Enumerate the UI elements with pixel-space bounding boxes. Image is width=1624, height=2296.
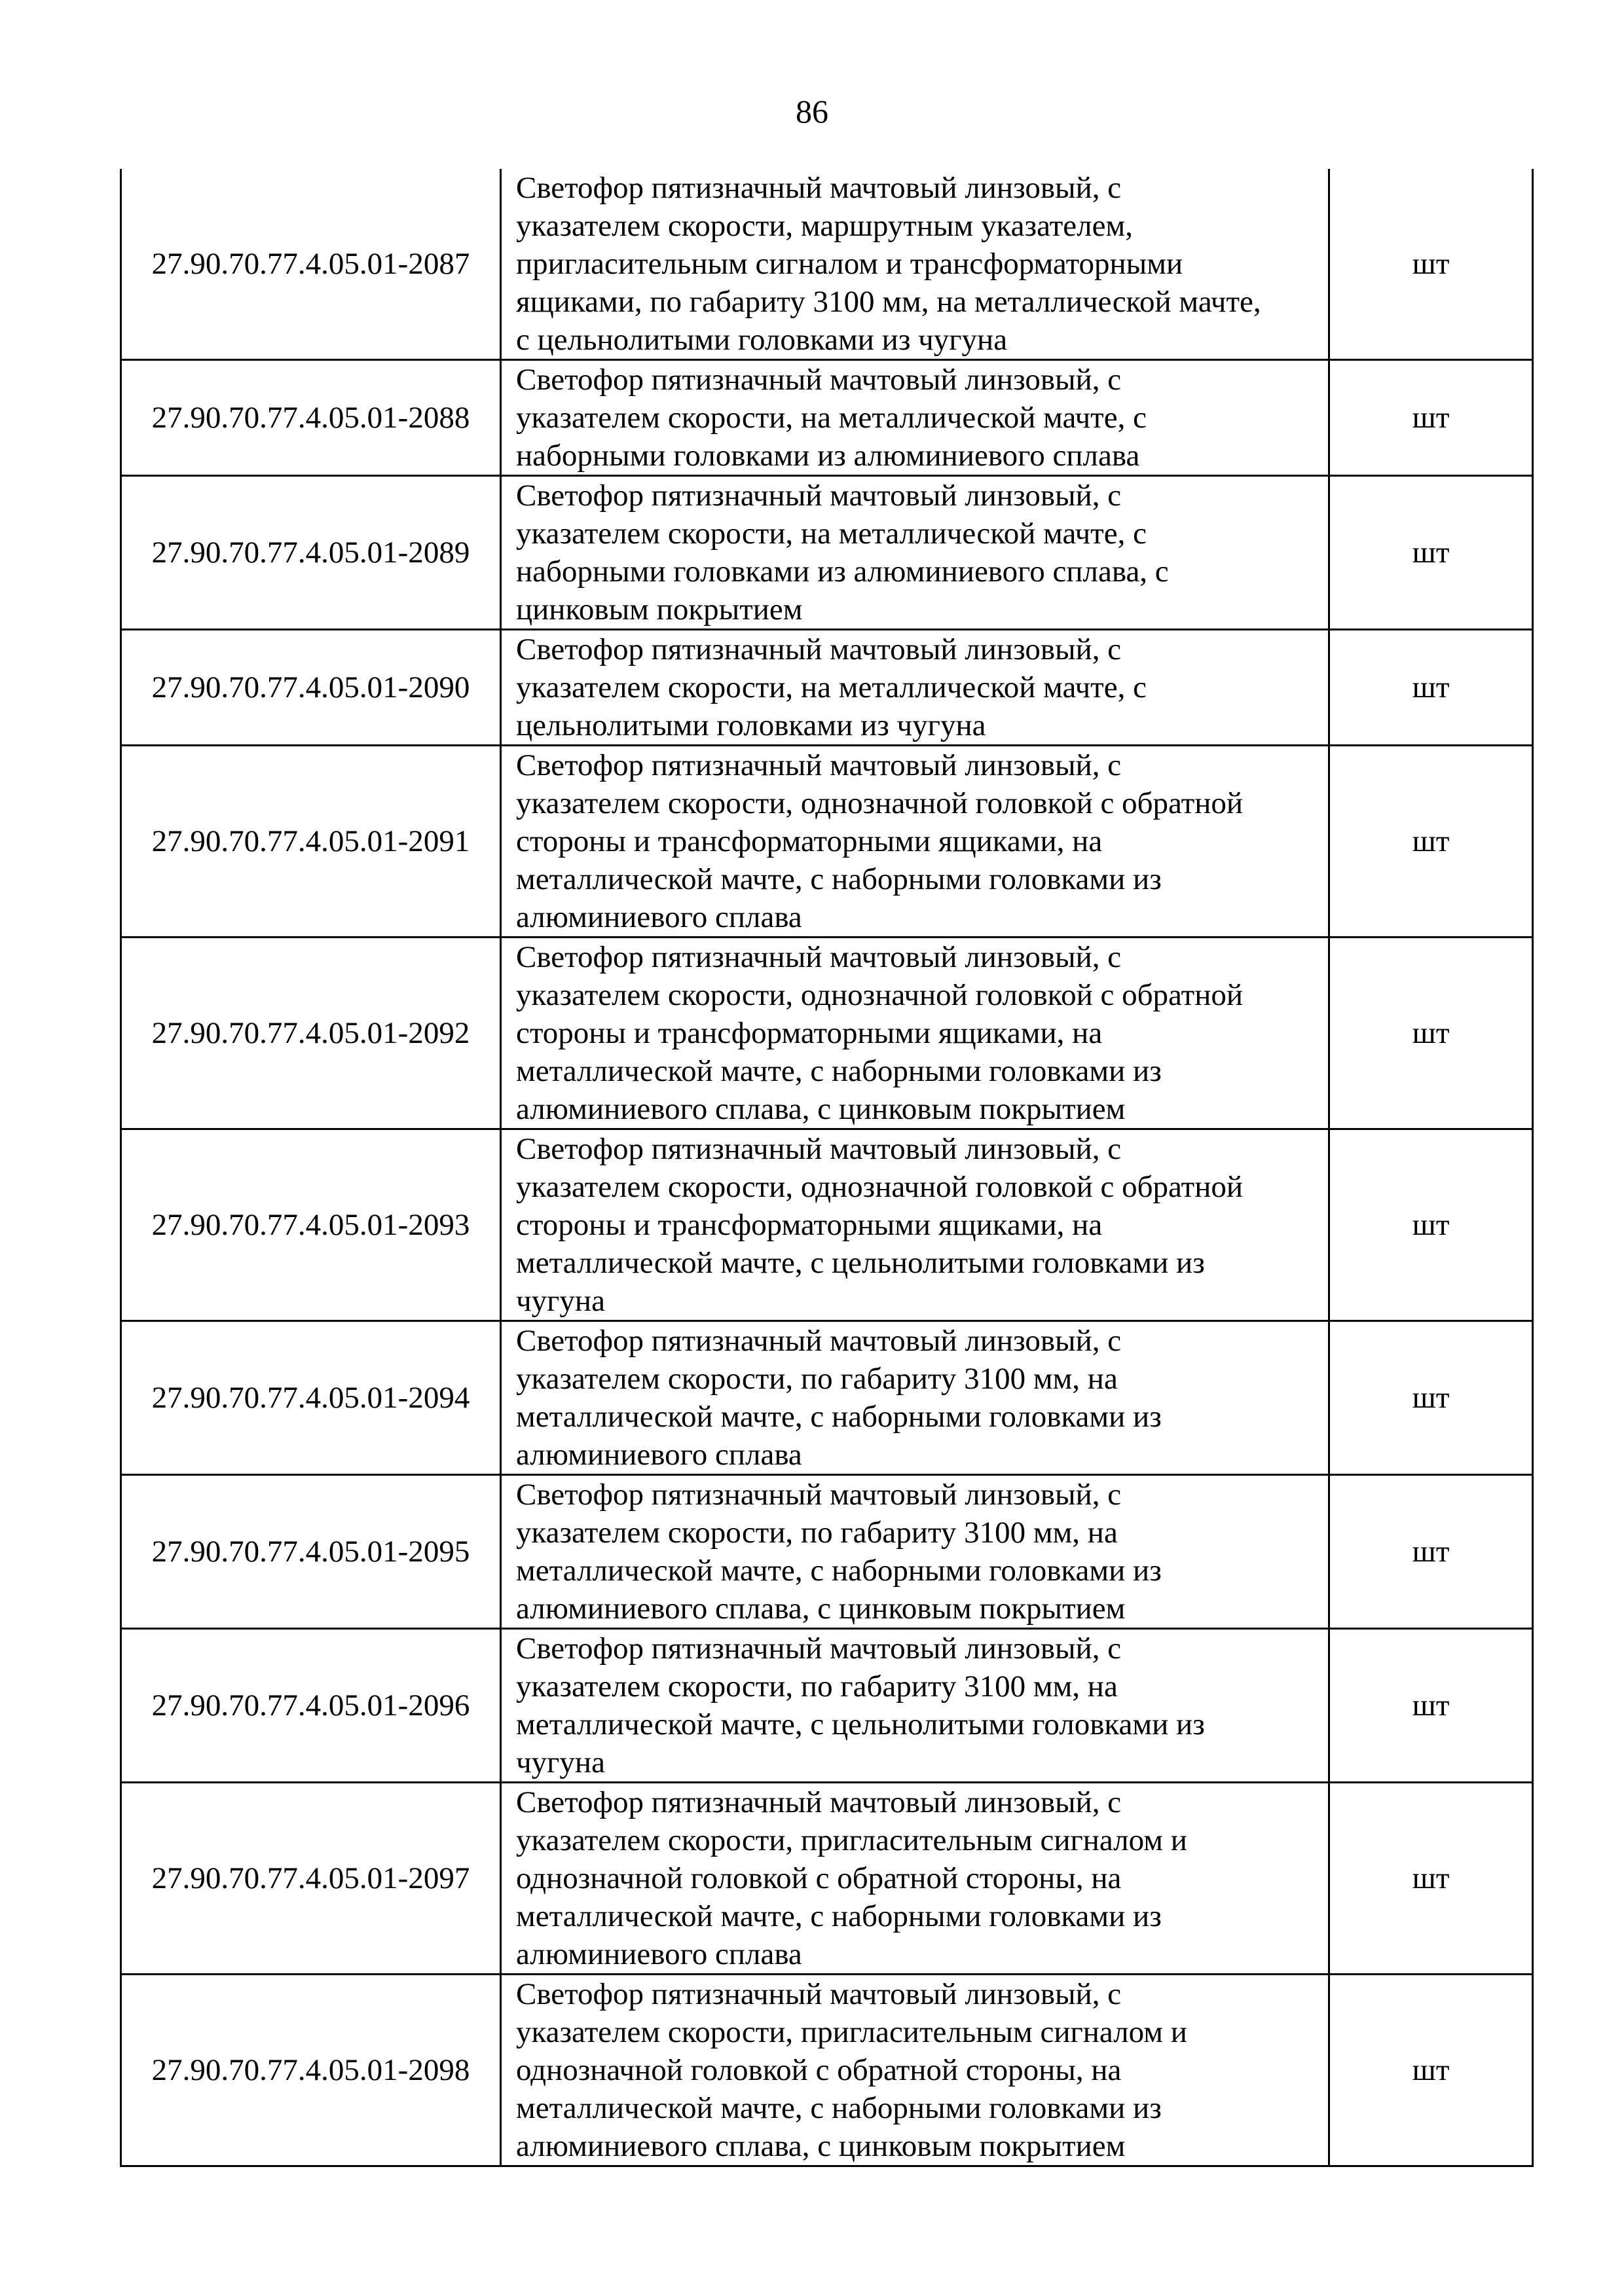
table-row	[121, 476, 1533, 630]
resource-description: Светофор пятизначный мачтовый линзовый, с указателем скорости, по габариту 3100 мм, на металлической мачте, с цельнолитыми головками из чугуна	[501, 1629, 1329, 1783]
resource-description: Светофор пятизначный мачтовый линзовый, с указателем скорости, на металлической мачте, с цельнолитыми головками из чугуна	[501, 630, 1329, 746]
resource-description: Светофор пятизначный мачтовый линзовый, с указателем скорости, по габариту 3100 мм, на металлической мачте, с наборными головками из алюминиевого сплава, с цинковым покрытием	[501, 1475, 1329, 1629]
resource-code: 27.90.70.77.4.05.01-2098	[121, 1975, 501, 2166]
resource-code: 27.90.70.77.4.05.01-2097	[121, 1783, 501, 1975]
unit-of-measure: шт	[1329, 630, 1533, 746]
unit-of-measure: шт	[1329, 1783, 1533, 1975]
resource-description: Светофор пятизначный мачтовый линзовый, с указателем скорости, маршрутным указателем, пригласительным сигналом и трансформаторными ящиками, по габариту 3100 мм, на металлической мачте, с цельнолитыми головками из чугуна	[501, 169, 1329, 360]
table-row	[121, 1975, 1533, 2166]
unit-of-measure: шт	[1329, 1321, 1533, 1475]
table-row	[121, 1321, 1533, 1475]
table-row	[121, 746, 1533, 938]
unit-of-measure: шт	[1329, 746, 1533, 938]
unit-of-measure: шт	[1329, 476, 1533, 630]
unit-of-measure: шт	[1329, 1975, 1533, 2166]
resource-description: Светофор пятизначный мачтовый линзовый, с указателем скорости, пригласительным сигналом и однозначной головкой с обратной стороны, на металлической мачте, с наборными головками из алюминиевого сплава	[501, 1783, 1329, 1975]
table-row	[121, 1129, 1533, 1321]
resource-description: Светофор пятизначный мачтовый линзовый, с указателем скорости, однозначной головкой с обратной стороны и трансформаторными ящиками, на металлической мачте, с наборными головками из алюминиевого сплава	[501, 746, 1329, 938]
table-row	[121, 169, 1533, 360]
table-row	[121, 1629, 1533, 1783]
resource-code: 27.90.70.77.4.05.01-2096	[121, 1629, 501, 1783]
table-row	[121, 938, 1533, 1129]
table-row	[121, 360, 1533, 476]
page-number: 86	[796, 93, 828, 130]
table-row	[121, 1783, 1533, 1975]
resource-code: 27.90.70.77.4.05.01-2090	[121, 630, 501, 746]
resource-code: 27.90.70.77.4.05.01-2093	[121, 1129, 501, 1321]
table-row	[121, 1475, 1533, 1629]
resource-description: Светофор пятизначный мачтовый линзовый, с указателем скорости, однозначной головкой с обратной стороны и трансформаторными ящиками, на металлической мачте, с наборными головками из алюминиевого сплава, с цинковым покрытием	[501, 938, 1329, 1129]
unit-of-measure: шт	[1329, 1629, 1533, 1783]
price-table	[120, 169, 1534, 2167]
resource-code: 27.90.70.77.4.05.01-2091	[121, 746, 501, 938]
resource-description: Светофор пятизначный мачтовый линзовый, с указателем скорости, на металлической мачте, с наборными головками из алюминиевого сплава	[501, 360, 1329, 476]
resource-description: Светофор пятизначный мачтовый линзовый, с указателем скорости, однозначной головкой с обратной стороны и трансформаторными ящиками, на металлической мачте, с цельнолитыми головками из чугуна	[501, 1129, 1329, 1321]
resource-code: 27.90.70.77.4.05.01-2087	[121, 169, 501, 360]
resource-description: Светофор пятизначный мачтовый линзовый, с указателем скорости, по габариту 3100 мм, на металлической мачте, с наборными головками из алюминиевого сплава	[501, 1321, 1329, 1475]
unit-of-measure: шт	[1329, 938, 1533, 1129]
resource-description: Светофор пятизначный мачтовый линзовый, с указателем скорости, пригласительным сигналом и однозначной головкой с обратной стороны, на металлической мачте, с наборными головками из алюминиевого сплава, с цинковым покрытием	[501, 1975, 1329, 2166]
resource-description: Светофор пятизначный мачтовый линзовый, с указателем скорости, на металлической мачте, с наборными головками из алюминиевого сплава, с цинковым покрытием	[501, 476, 1329, 630]
resource-code: 27.90.70.77.4.05.01-2092	[121, 938, 501, 1129]
unit-of-measure: шт	[1329, 169, 1533, 360]
resource-code: 27.90.70.77.4.05.01-2094	[121, 1321, 501, 1475]
unit-of-measure: шт	[1329, 360, 1533, 476]
unit-of-measure: шт	[1329, 1129, 1533, 1321]
resource-code: 27.90.70.77.4.05.01-2089	[121, 476, 501, 630]
unit-of-measure: шт	[1329, 1475, 1533, 1629]
table-row	[121, 630, 1533, 746]
resource-code: 27.90.70.77.4.05.01-2088	[121, 360, 501, 476]
resource-code: 27.90.70.77.4.05.01-2095	[121, 1475, 501, 1629]
